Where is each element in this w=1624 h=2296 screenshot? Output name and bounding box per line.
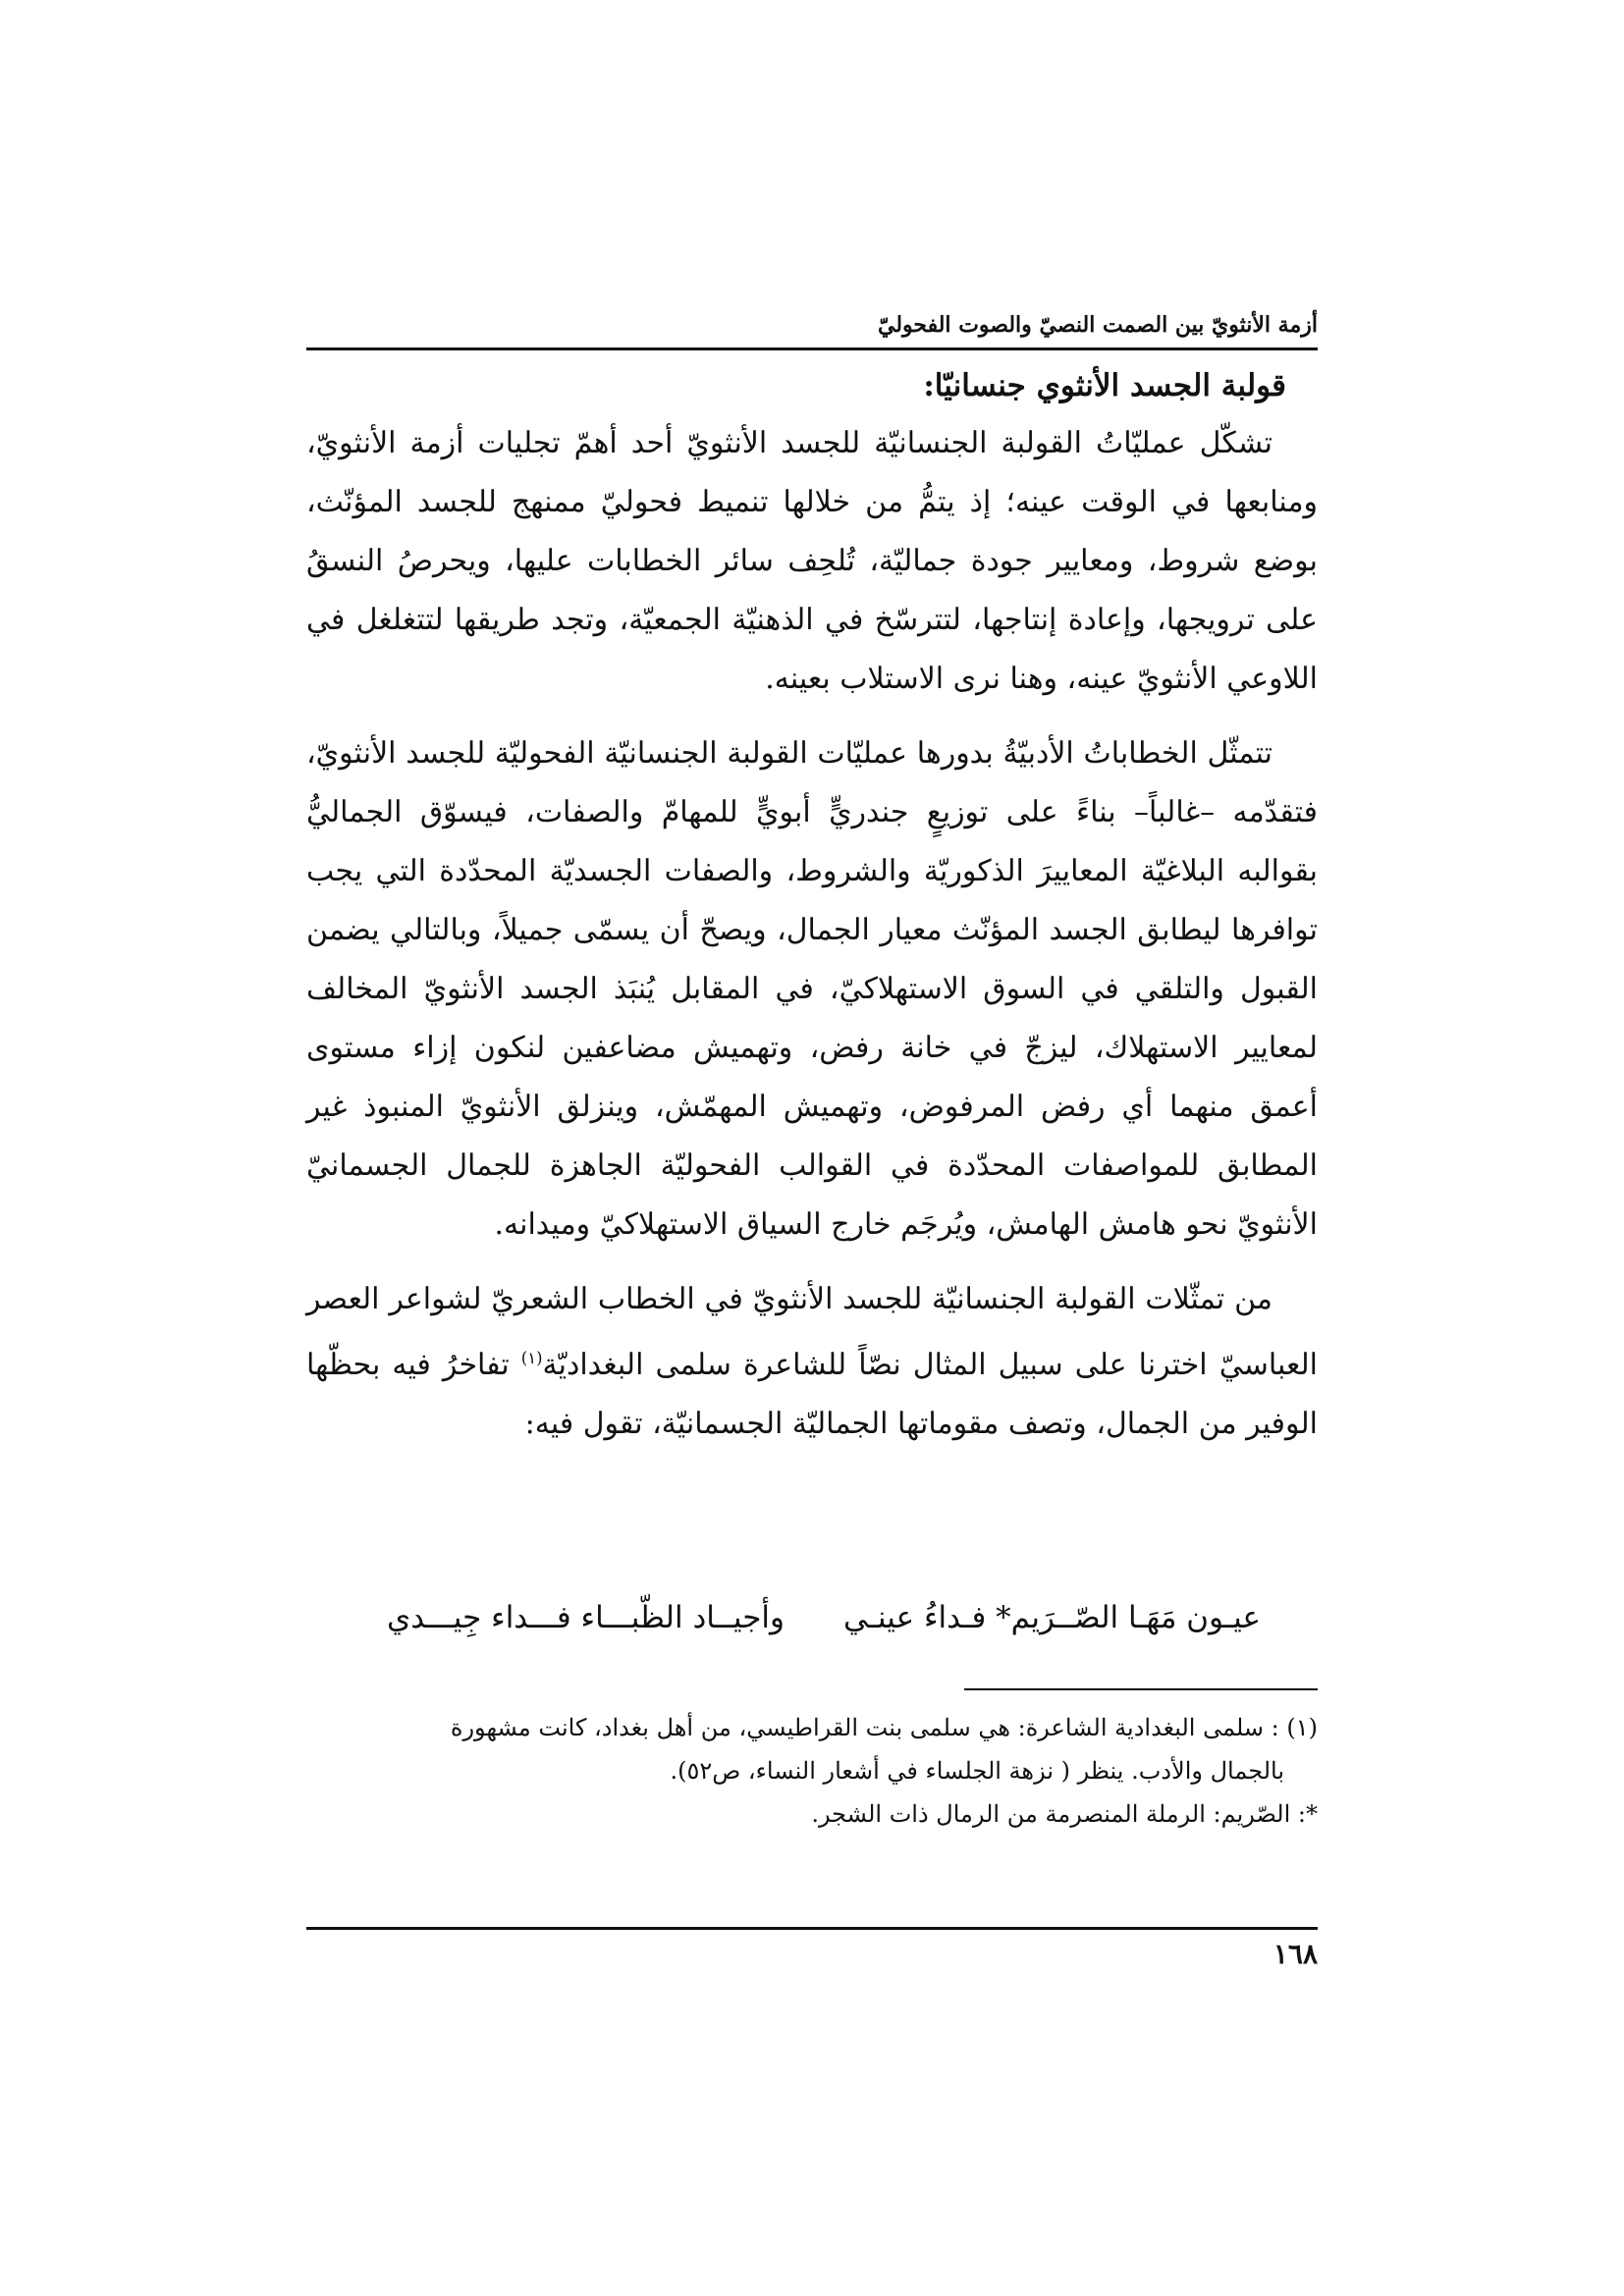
page-number: ١٦٨ [1272, 1938, 1318, 1970]
poem-verse [377, 1588, 1261, 1647]
paragraph-3-before: من تمثّلات القولبة الجنسانيّة للجسد الأنثويّ في الخطاب الشعريّ لشواعر العصر العباسيّ اخترنا على سبيل المثال نصّاً للشاعرة سلمى البغداديّة [306, 1282, 1318, 1382]
footnote-separator [964, 1688, 1318, 1690]
verse-first-hemistich: عيـون مَهَـا الصّــرَيم* فـداءُ عينـي [842, 1600, 1261, 1635]
running-header: أزمة الأنثويّ بين الصمت النصيّ والصوت الفحوليّ [877, 312, 1318, 338]
footnote-marker-1[interactable]: (١) [520, 1349, 543, 1367]
paragraph-1: تشكّل عمليّاتُ القولبة الجنسانيّة للجسد الأنثويّ أحد أهمّ تجليات أزمة الأنثويّ، ومنابعها في الوقت عينه؛ إذ يتمُّ من خلالها تنميط فحوليّ ممنهج للجسد المؤنّث، بوضع شروط، ومعايير جودة جماليّة، تُلحِف سائر الخطابات عليها، ويحرصُ النسقُ على ترويجها، وإعادة إنتاجها، لتترسّخ في الذهنيّة الجمعيّة، وتجد طريقها لتتغلغل في اللاوعي الأنثويّ عينه، وهنا نرى الاستلاب بعينه. [306, 426, 1318, 696]
footnote-1-line-1: (١) : سلمى البغدادية الشاعرة: هي سلمى بنت القراطيسي، من أهل بغداد، كانت مشهورة [450, 1714, 1318, 1741]
paragraph-2: تتمثّل الخطاباتُ الأدبيّةُ بدورها عمليّات القولبة الجنسانيّة الفحوليّة للجسد الأنثويّ، فتقدّمه –غالباً– بناءً على توزيعٍ جندريٍّ أبويٍّ للمهامّ والصفات، فيسوّق الجماليُّ بقوالبه البلاغيّة المعاييرَ الذكوريّة والشروط، والصفات الجسديّة المحدّدة التي يجب توافرها ليطابق الجسد المؤنّث معيار الجمال، ويصحّ أن يسمّى جميلاً، وبالتالي يضمن القبول والتلقي في السوق الاستهلاكيّ، في المقابل يُنبَذ الجسد الأنثويّ المخالف لمعايير الاستهلاك، ليزجّ في خانة رفض، وتهميش مضاعفين لنكون إزاء مستوى أعمق منهما أي رفض المرفوض، وتهميش المهمّش، وينزلق الأنثويّ المنبوذ غير المطابق للمواصفات المحدّدة في القوالب الفحوليّة الجاهزة للجمال الجسمانيّ الأنثويّ نحو هامش الهامش، ويُرجَم خارج السياق الاستهلاكيّ وميدانه. [306, 736, 1318, 1242]
footnote-1-line-2: بالجمال والأدب. ينظر ( نزهة الجلساء في أشعار النساء، ص٥٢). [670, 1757, 1284, 1785]
paragraph-3-after: تفاخرُ فيه بحظّها الوفير من الجمال، وتصف مقوماتها الجماليّة الجسمانيّة، تقول فيه: [306, 1348, 1318, 1441]
section-title: قولبة الجسد الأنثوي جنسانيّا: [923, 368, 1286, 403]
paragraph-3 [306, 1270, 1318, 1454]
footnote-2: *: الصّريم: الرملة المنصرمة من الرمال ذات الشجر. [811, 1800, 1318, 1828]
header-rule [306, 347, 1318, 350]
footnotes [306, 1706, 1318, 1836]
body-text [306, 357, 1318, 1469]
footer-rule [306, 1927, 1318, 1930]
verse-second-hemistich: وأجيــاد الظّبـــاء فـــداء جِيـــدي [386, 1600, 785, 1635]
